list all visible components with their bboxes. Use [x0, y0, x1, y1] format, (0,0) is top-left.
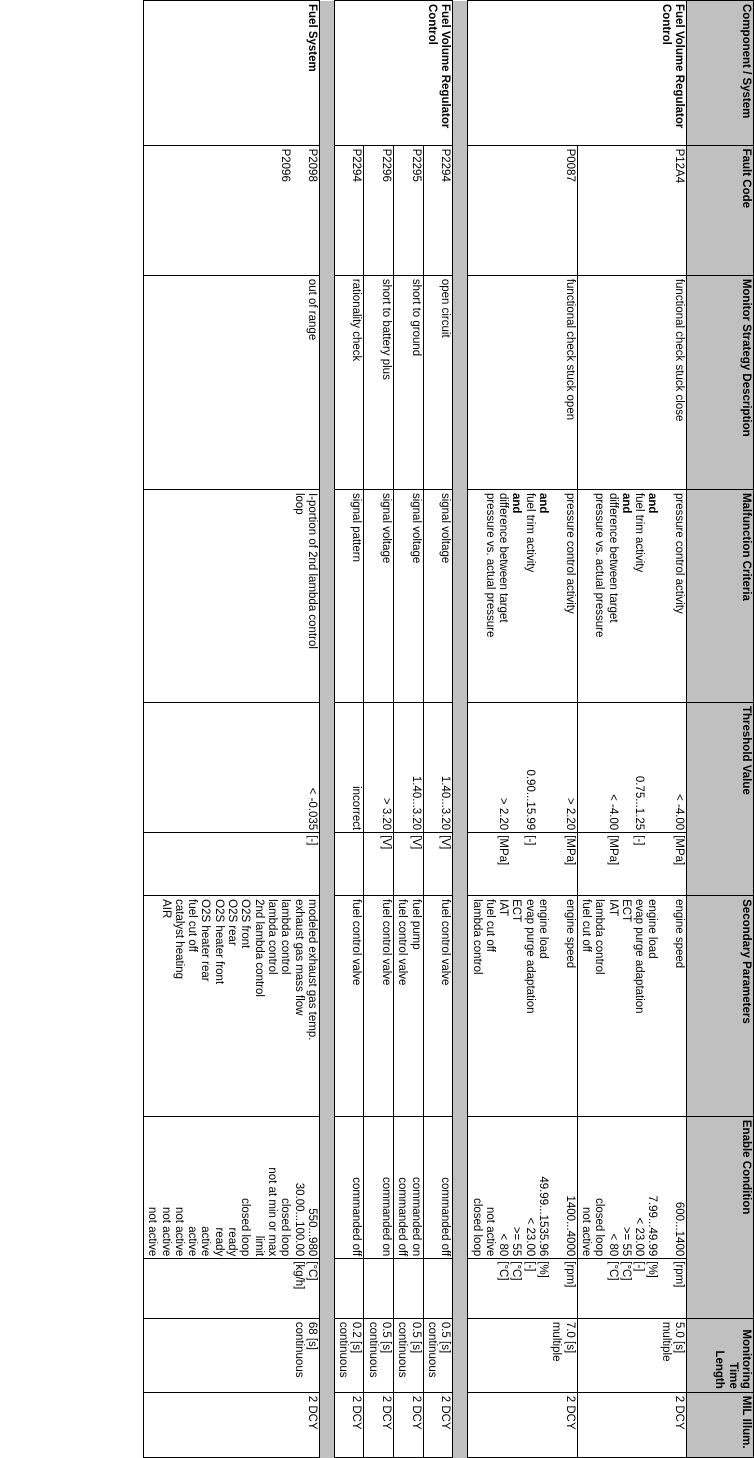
cell-line: [rpm]	[563, 1261, 576, 1288]
cell-line: < 80	[606, 1233, 619, 1257]
cell-line: not active	[159, 1207, 172, 1257]
cell-line	[549, 899, 562, 1113]
cell-line: 0.2 [s]	[350, 1321, 363, 1354]
threshold-unit-cell	[468, 833, 577, 896]
cell-line: O2S heater rear	[199, 899, 212, 982]
fault-code: P2098	[305, 148, 318, 182]
cell-line: > 3.20	[380, 797, 393, 831]
component-cell: Fuel Volume Regulator Control	[334, 1, 452, 146]
cell-line: [V]	[380, 835, 393, 850]
cell-line: fuel control valve	[380, 899, 393, 986]
cell-line	[658, 1261, 671, 1315]
cell-line: signal voltage	[409, 492, 422, 564]
monitor-strategy-cell: short to ground	[394, 275, 424, 489]
fault-code: P0087	[563, 148, 576, 182]
enable-condition-cell	[334, 1116, 364, 1258]
cell-line: >= 55	[510, 1226, 523, 1257]
cell-line: fuel control valve	[350, 899, 363, 986]
cell-line: O2S rear	[226, 899, 239, 946]
enable-condition-cell	[423, 1116, 453, 1258]
threshold-unit-cell	[577, 833, 686, 896]
cell-line	[592, 835, 605, 892]
cell-line: difference between target	[606, 492, 619, 623]
cell-line: commanded off	[439, 1177, 452, 1257]
cell-line: lambda control	[470, 899, 483, 975]
cell-line	[251, 1261, 264, 1315]
fault-code-cell	[364, 145, 394, 275]
cell-line: IAT	[606, 899, 619, 917]
cell-line: active	[186, 1226, 199, 1257]
cell-line: closed loop	[470, 1198, 483, 1257]
cell-line: engine speed	[563, 899, 576, 969]
threshold-unit-cell	[144, 833, 320, 896]
threshold-value-cell	[144, 702, 320, 832]
cell-line: pressure vs. actual pressure	[593, 492, 606, 638]
cell-line: 2nd lambda control	[252, 899, 265, 997]
secondary-parameters-cell	[468, 896, 577, 1117]
component-cell: Fuel Volume Regulator Control	[468, 1, 687, 146]
monitoring-time-cell	[334, 1318, 364, 1392]
cell-line	[645, 706, 658, 830]
mil-illum-cell: 2 DCY	[364, 1392, 394, 1457]
header-malfunction-criteria: Malfunction Criteria	[687, 489, 754, 702]
secondary-parameters-cell	[364, 896, 394, 1117]
cell-line	[483, 1261, 496, 1315]
cell-line: [°C]	[497, 1261, 510, 1281]
cell-line	[619, 706, 632, 830]
cell-line: > 2.20	[497, 797, 510, 831]
cell-line: continuous	[396, 1321, 409, 1378]
monitor-strategy-cell: open circuit	[423, 275, 453, 489]
cell-line: and	[510, 492, 523, 514]
malfunction-criteria-cell	[394, 489, 424, 702]
monitor-strategy-cell: functional check stuck close	[577, 275, 686, 489]
cell-line	[549, 706, 562, 830]
mil-illum-cell: 2 DCY	[468, 1392, 577, 1457]
enable-condition-cell	[468, 1116, 577, 1258]
cell-line: commanded off	[350, 1177, 363, 1257]
enable-unit-cell	[364, 1259, 394, 1319]
cell-line: [V]	[409, 835, 422, 850]
fault-code: P2294	[439, 148, 452, 182]
cell-line: 600...1400	[673, 1201, 685, 1257]
malfunction-criteria-cell	[577, 489, 686, 702]
malfunction-criteria-cell	[334, 489, 364, 702]
separator-bar	[453, 1, 468, 1458]
cell-line: [-]	[633, 1261, 646, 1272]
cell-line: O2S front	[239, 899, 252, 949]
header-component: Component / System	[687, 1, 754, 146]
threshold-unit-cell	[394, 833, 424, 896]
cell-line: O2S heater front	[212, 899, 225, 985]
fault-code: P2294	[350, 148, 363, 182]
fault-code-cell	[144, 145, 320, 275]
cell-line	[172, 1261, 185, 1315]
header-mil-illum: MIL Illum.	[687, 1392, 754, 1457]
cell-line	[658, 706, 671, 830]
table-row	[468, 1, 577, 1458]
header-secondary-parameters: Secondary Parameters	[687, 896, 754, 1117]
cell-line	[349, 1261, 362, 1315]
cell-line: 30.00...100.00	[292, 1182, 305, 1257]
threshold-value-cell	[423, 702, 453, 832]
monitoring-time-cell	[423, 1318, 453, 1392]
cell-line	[349, 835, 362, 892]
cell-line	[212, 1261, 225, 1315]
cell-line: 550...980	[305, 1208, 318, 1257]
fault-code: P12A4	[673, 148, 685, 184]
cell-line: 68 [s]	[305, 1321, 318, 1350]
enable-condition-cell	[394, 1116, 424, 1258]
cell-line: not at min or max	[265, 1167, 278, 1257]
section-separator	[319, 1, 334, 1458]
monitor-strategy-cell: functional check stuck open	[468, 275, 577, 489]
cell-line: < -4.00	[673, 794, 685, 831]
enable-unit-cell	[577, 1259, 686, 1319]
cell-line: limit	[252, 1235, 265, 1257]
enable-unit-cell	[334, 1259, 364, 1319]
cell-line: commanded off	[396, 1177, 409, 1257]
cell-line: not active	[579, 1207, 592, 1257]
cell-line: fuel cut off	[483, 899, 496, 952]
cell-line	[379, 1261, 392, 1315]
cell-line: loop	[292, 492, 305, 515]
cell-line: not active	[483, 1207, 496, 1257]
secondary-parameters-cell	[423, 896, 453, 1117]
cell-line: catalyst heating	[172, 899, 185, 980]
cell-line	[483, 835, 496, 892]
malfunction-criteria-cell	[423, 489, 453, 702]
threshold-unit-cell	[334, 833, 364, 896]
malfunction-criteria-cell	[144, 489, 320, 702]
cell-line	[536, 835, 549, 892]
threshold-value-cell	[577, 702, 686, 832]
fault-code-cell	[577, 145, 686, 275]
monitor-strategy-cell: out of range	[144, 275, 320, 489]
cell-line	[265, 1261, 278, 1315]
cell-line: IAT	[497, 899, 510, 917]
cell-line: evap purge adaptation	[523, 899, 536, 1014]
cell-line: 1.40...3.20	[439, 775, 452, 831]
cell-line: [°C]	[305, 1261, 318, 1281]
fault-code-cell	[334, 145, 364, 275]
monitoring-time-cell	[394, 1318, 424, 1392]
cell-line: active	[199, 1226, 212, 1257]
separator-bar	[319, 1, 334, 1458]
cell-line: incorrect	[350, 786, 363, 831]
header-enable-condition: Enable Condition	[687, 1116, 754, 1318]
cell-line: pressure control activity	[673, 492, 685, 614]
threshold-value-cell	[394, 702, 424, 832]
cell-line: [%]	[537, 1261, 550, 1278]
cell-line	[619, 835, 632, 892]
cell-line: closed loop	[593, 1198, 606, 1257]
cell-line: ECT	[619, 899, 632, 923]
cell-line: < 80	[497, 1233, 510, 1257]
cell-line	[509, 706, 522, 830]
cell-line: lambda control	[279, 899, 292, 975]
enable-condition-cell	[577, 1116, 686, 1258]
cell-line	[658, 835, 671, 892]
cell-line: fuel pump	[409, 899, 422, 950]
table-row	[577, 1, 686, 1458]
enable-unit-cell	[468, 1259, 577, 1319]
fault-code-cell	[394, 145, 424, 275]
cell-line	[225, 1261, 238, 1315]
cell-line: not active	[146, 1207, 159, 1257]
enable-condition-cell	[144, 1116, 320, 1258]
cell-line: commanded on	[380, 1176, 393, 1257]
cell-line: lambda control	[593, 899, 606, 975]
cell-line: < 23.00	[523, 1217, 536, 1257]
cell-line: difference between target	[497, 492, 510, 623]
cell-line: I-portion of 2nd lambda control	[305, 492, 318, 649]
monitoring-time-cell	[468, 1318, 577, 1392]
cell-line: < 23.00	[633, 1217, 646, 1257]
cell-line: 0.75...1.25	[633, 775, 646, 831]
monitor-strategy-cell: rationality check	[334, 275, 364, 489]
cell-line	[549, 835, 562, 892]
enable-condition-cell	[364, 1116, 394, 1258]
mil-illum-cell: 2 DCY	[144, 1392, 320, 1457]
cell-line	[658, 899, 671, 1113]
cell-line: exhaust gas mass flow	[292, 899, 305, 1016]
monitoring-time-cell	[577, 1318, 686, 1392]
cell-line: pressure control activity	[563, 492, 576, 614]
cell-line	[592, 1261, 605, 1315]
cell-line	[438, 1261, 451, 1315]
cell-line: continuous	[366, 1321, 379, 1378]
mil-illum-cell: 2 DCY	[423, 1392, 453, 1457]
cell-line	[579, 1261, 592, 1315]
cell-line	[549, 1261, 562, 1315]
cell-line: 7.0 [s]	[563, 1321, 576, 1354]
cell-line: 5.0 [s]	[673, 1321, 685, 1354]
cell-line	[549, 493, 562, 699]
cell-line	[469, 1261, 482, 1315]
threshold-value-cell	[334, 702, 364, 832]
cell-line: engine load	[537, 899, 550, 959]
component-cell: Fuel System	[144, 1, 320, 146]
enable-unit-cell	[144, 1259, 320, 1319]
cell-line: ready	[212, 1227, 225, 1257]
mil-illum-cell: 2 DCY	[334, 1392, 364, 1457]
cell-line: [-]	[523, 835, 536, 846]
fault-code: P2096	[279, 148, 292, 182]
header-row	[687, 1, 754, 1458]
cell-line: multiple	[550, 1321, 563, 1362]
cell-line: ECT	[510, 899, 523, 923]
cell-line: [°C]	[510, 1261, 523, 1281]
cell-line: continuous	[425, 1321, 438, 1378]
cell-line	[658, 1120, 671, 1256]
secondary-parameters-cell	[334, 896, 364, 1117]
monitoring-time-cell	[364, 1318, 394, 1392]
malfunction-criteria-cell	[468, 489, 577, 702]
cell-line: multiple	[659, 1321, 672, 1362]
cell-line	[145, 1261, 158, 1315]
cell-line: [°C]	[606, 1261, 619, 1281]
cell-line	[509, 835, 522, 892]
cell-line: 0.5 [s]	[380, 1321, 393, 1354]
cell-line: < -4.00	[606, 794, 619, 831]
cell-line: 1400...4000	[563, 1195, 576, 1257]
threshold-value-cell	[364, 702, 394, 832]
section-separator	[453, 1, 468, 1458]
cell-line: >= 55	[619, 1226, 632, 1257]
cell-line: 0.90...15.99	[523, 769, 536, 831]
cell-line: and	[619, 492, 632, 514]
cell-line: [-]	[523, 1261, 536, 1272]
fault-code-cell	[468, 145, 577, 275]
cell-line	[408, 1261, 421, 1315]
threshold-unit-cell	[423, 833, 453, 896]
cell-line: [MPa]	[673, 835, 685, 866]
mil-illum-cell: 2 DCY	[394, 1392, 424, 1457]
spacer	[291, 149, 304, 272]
cell-line	[549, 1120, 562, 1256]
threshold-value-cell	[468, 702, 577, 832]
cell-line: pressure vs. actual pressure	[483, 492, 496, 638]
table-row	[364, 1, 394, 1458]
secondary-parameters-cell	[144, 896, 320, 1117]
fault-code-cell	[423, 145, 453, 275]
cell-line: continuous	[337, 1321, 350, 1378]
cell-line: fuel control valve	[439, 899, 452, 986]
cell-line: AIR	[159, 899, 172, 919]
header-fault-code: Fault Code	[687, 145, 754, 275]
cell-line: [kg/h]	[292, 1261, 305, 1290]
header-monitoring-time: Monitoring Time Length	[687, 1318, 754, 1392]
monitoring-time-cell	[144, 1318, 320, 1392]
cell-line: 7.99...49.99	[646, 1195, 659, 1257]
fault-code: P2296	[380, 148, 393, 182]
cell-line: and	[646, 492, 659, 514]
fault-code: P2295	[409, 148, 422, 182]
cell-line: evap purge adaptation	[633, 899, 646, 1014]
secondary-parameters-cell	[577, 896, 686, 1117]
cell-line: signal pattern	[350, 492, 363, 562]
cell-line: [MPa]	[563, 835, 576, 866]
cell-line: fuel cut off	[579, 899, 592, 952]
cell-line: 0.5 [s]	[409, 1321, 422, 1354]
cell-line	[645, 835, 658, 892]
monitor-strategy-cell: short to battery plus	[364, 275, 394, 489]
cell-line: < -0.035	[305, 787, 318, 831]
cell-line	[198, 1261, 211, 1315]
secondary-parameters-cell	[394, 896, 424, 1117]
table-row	[394, 1, 424, 1458]
cell-line: and	[537, 492, 550, 514]
mil-illum-cell: 2 DCY	[577, 1392, 686, 1457]
cell-line: modeled exhaust gas temp.	[305, 899, 318, 1041]
cell-line	[483, 706, 496, 830]
cell-line	[238, 1261, 251, 1315]
cell-line	[395, 1261, 408, 1315]
cell-line: [°C]	[619, 1261, 632, 1281]
cell-line	[185, 1261, 198, 1315]
cell-line	[536, 706, 549, 830]
header-monitor-strategy: Monitor Strategy Description	[687, 275, 754, 489]
enable-unit-cell	[423, 1259, 453, 1319]
cell-line: closed loop	[279, 1198, 292, 1257]
table-row	[423, 1, 453, 1458]
table-row	[144, 1, 320, 1458]
enable-unit-cell	[394, 1259, 424, 1319]
cell-line: [V]	[439, 835, 452, 850]
cell-line: [%]	[646, 1261, 659, 1278]
cell-line: not active	[172, 1207, 185, 1257]
cell-line: lambda control	[265, 899, 278, 975]
cell-line: commanded on	[409, 1176, 422, 1257]
cell-line: 0.5 [s]	[439, 1321, 452, 1354]
header-threshold-value: Threshold Value	[687, 702, 754, 895]
cell-line: signal voltage	[380, 492, 393, 564]
cell-line	[278, 1261, 291, 1315]
cell-line: engine load	[646, 899, 659, 959]
cell-line: [MPa]	[606, 835, 619, 866]
cell-line: 1.40...3.20	[409, 775, 422, 831]
malfunction-criteria-cell	[364, 489, 394, 702]
cell-line: signal voltage	[439, 492, 452, 564]
cell-line: [rpm]	[673, 1261, 685, 1288]
cell-line: fuel trim activity	[633, 492, 646, 573]
cell-line: fuel cut off	[186, 899, 199, 952]
cell-line: fuel trim activity	[523, 492, 536, 573]
table-body	[144, 1, 687, 1458]
cell-line: > 2.20	[563, 797, 576, 831]
cell-line: ready	[226, 1227, 239, 1257]
diagnostic-table	[143, 0, 754, 1458]
cell-line: 49.99...1535.96	[537, 1176, 550, 1257]
cell-line	[592, 706, 605, 830]
cell-line: [-]	[633, 835, 646, 846]
cell-line	[658, 493, 671, 699]
cell-line: fuel control valve	[396, 899, 409, 986]
cell-line: [MPa]	[497, 835, 510, 866]
cell-line: continuous	[292, 1321, 305, 1378]
cell-line: closed loop	[239, 1198, 252, 1257]
threshold-unit-cell	[364, 833, 394, 896]
cell-line: engine speed	[673, 899, 685, 969]
cell-line: [-]	[305, 835, 318, 846]
table-row	[334, 1, 364, 1458]
cell-line	[158, 1261, 171, 1315]
